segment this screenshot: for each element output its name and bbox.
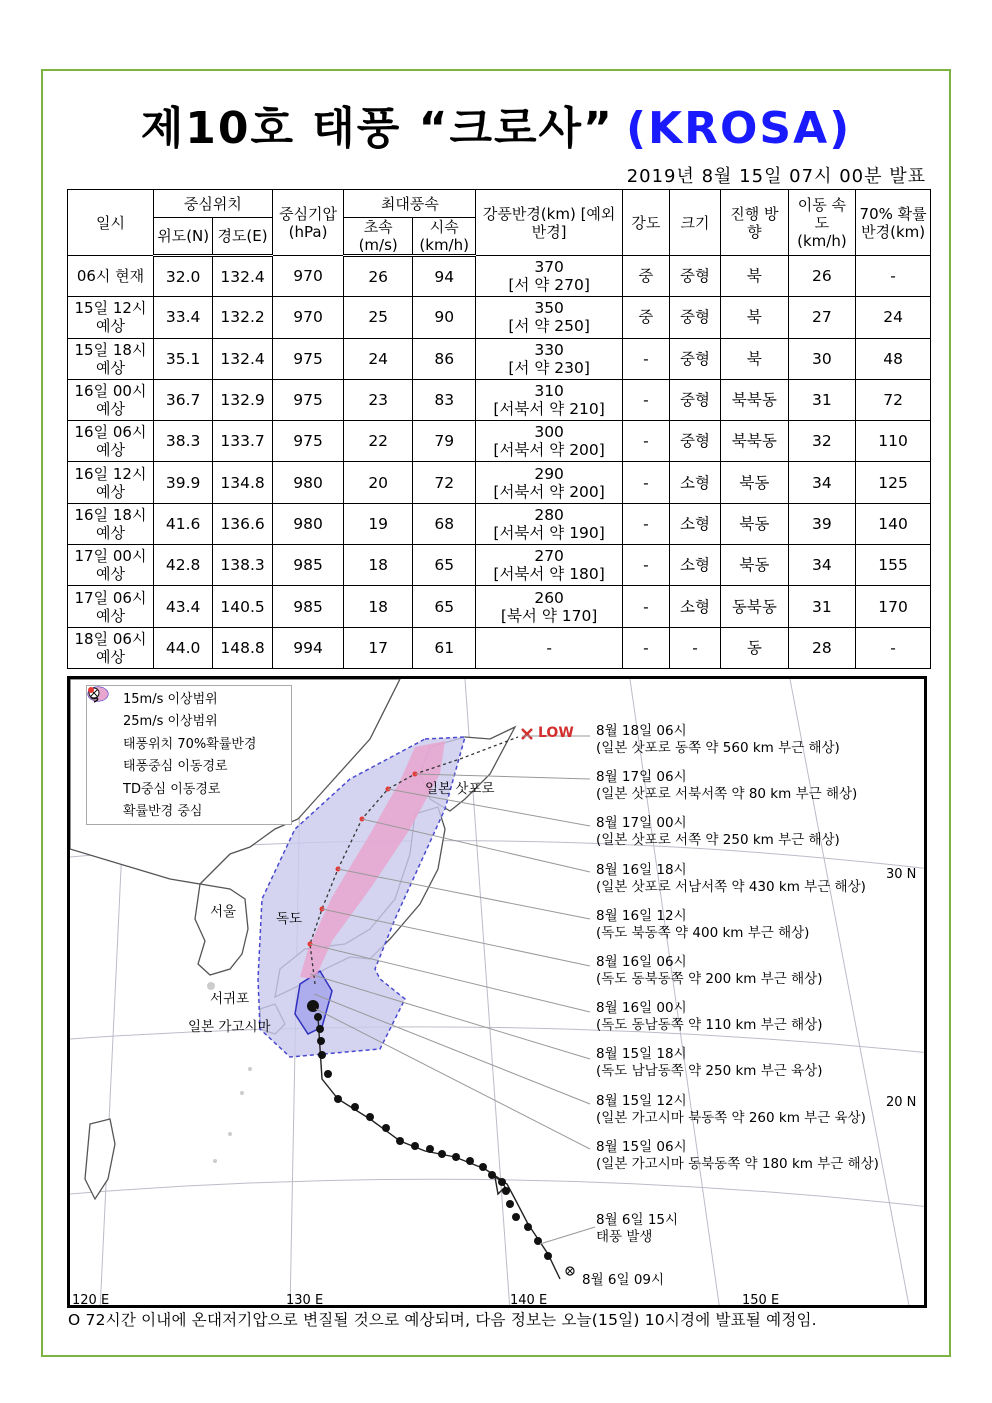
cell-ms: 22 (344, 421, 413, 462)
track-annotation: 8월 16일 12시 (독도 북동쪽 약 400 km 부근 해상) (596, 907, 810, 941)
map-legend (86, 685, 292, 825)
legend-wind15: 15m/s 이상범위 (123, 691, 218, 707)
city-seogwipo: 서귀포 (210, 991, 250, 1007)
cell-kmh: 79 (412, 421, 475, 462)
cell-dir: 동 (721, 627, 789, 668)
city-kagoshima: 일본 가고시마 (188, 1019, 271, 1035)
cell-int: - (622, 379, 669, 420)
cell-kmh: 61 (412, 627, 475, 668)
cell-hpa: 975 (272, 421, 344, 462)
cell-lat: 35.1 (153, 338, 212, 379)
header-intensity: 강도 (622, 190, 669, 256)
cell-time: 15일 12시 예상 (68, 297, 154, 338)
cell-lon: 136.6 (213, 503, 272, 544)
cell-int: - (622, 545, 669, 586)
cell-lat: 32.0 (153, 256, 212, 297)
cell-lat: 36.7 (153, 379, 212, 420)
cell-radius: 270 [서북서 약 180] (476, 545, 622, 586)
cell-lat: 33.4 (153, 297, 212, 338)
cell-ms: 25 (344, 297, 413, 338)
cell-size: 중형 (669, 421, 720, 462)
cell-radius: 350 [서 약 250] (476, 297, 622, 338)
cell-spd: 28 (788, 627, 856, 668)
cell-lat: 41.6 (153, 503, 212, 544)
cell-lon: 133.7 (213, 421, 272, 462)
cell-hpa: 975 (272, 379, 344, 420)
track-annotation: 8월 15일 18시 (독도 남남동쪽 약 250 km 부근 육상) (596, 1046, 823, 1080)
lon-140: 140 E (510, 1293, 548, 1308)
td-start-annotation: 8월 6일 09시 (582, 1272, 665, 1288)
legend-wind25: 25m/s 이상범위 (123, 714, 218, 730)
track-annotation: 8월 15일 12시 (일본 가고시마 북동쪽 약 260 km 부근 육상) (596, 1092, 866, 1126)
cell-int: - (622, 586, 669, 627)
cell-kmh: 68 (412, 503, 475, 544)
cell-dir: 북북동 (721, 421, 789, 462)
cell-prob: 155 (856, 545, 931, 586)
lon-150: 150 E (742, 1293, 780, 1308)
cell-kmh: 90 (412, 297, 475, 338)
city-dokdo: 독도 (276, 911, 303, 927)
cell-spd: 34 (788, 462, 856, 503)
cell-radius: 290 [서북서 약 200] (476, 462, 622, 503)
track-annotation: 8월 16일 00시 (독도 동남동쪽 약 110 km 부근 해상) (596, 1000, 823, 1034)
header-size: 크기 (669, 190, 720, 256)
cell-dir: 북 (721, 338, 789, 379)
cell-lat: 39.9 (153, 462, 212, 503)
cell-time: 15일 18시 예상 (68, 338, 154, 379)
cell-kmh: 72 (412, 462, 475, 503)
forecast-table (67, 189, 931, 669)
cell-time: 16일 06시 예상 (68, 421, 154, 462)
cell-size: 중형 (669, 297, 720, 338)
track-annotation: 8월 18일 06시 (일본 삿포로 동쪽 약 560 km 부근 해상) (596, 723, 840, 756)
cell-int: - (622, 421, 669, 462)
lon-130: 130 E (286, 1293, 324, 1308)
cell-size: 소형 (669, 545, 720, 586)
cell-lat: 38.3 (153, 421, 212, 462)
header-speed: 이동 속도 (km/h) (788, 190, 856, 256)
track-annotation: 8월 15일 06시 (일본 가고시마 동북동쪽 약 180 km 부근 해상) (596, 1138, 879, 1172)
track-annotation: 8월 16일 18시 (일본 삿포로 서남서쪽 약 430 km 부근 해상) (596, 861, 866, 895)
cell-kmh: 65 (412, 545, 475, 586)
table-row (68, 545, 931, 586)
issued-time: 2019년 8월 15일 07시 00분 발표 (626, 166, 926, 187)
cell-prob: - (856, 256, 931, 297)
table-row (68, 462, 931, 503)
cell-dir: 북 (721, 256, 789, 297)
cell-time: 17일 06시 예상 (68, 586, 154, 627)
city-sapporo: 일본 삿포로 (425, 781, 495, 797)
cell-time: 16일 18시 예상 (68, 503, 154, 544)
cell-ms: 18 (344, 586, 413, 627)
footnote: O 72시간 이내에 온대저기압으로 변질될 것으로 예상되며, 다음 정보는 오늘(15일) 10시경에 발표될 예정임. (68, 1311, 817, 1329)
header-radius: 강풍반경(km) [예외반경] (476, 190, 622, 256)
cell-size: 소형 (669, 586, 720, 627)
table-row (68, 627, 931, 668)
header-lon: 경도(E) (213, 218, 272, 256)
cell-radius: 310 [서북서 약 210] (476, 379, 622, 420)
cell-spd: 39 (788, 503, 856, 544)
cell-radius: 300 [서북서 약 200] (476, 421, 622, 462)
city-seoul: 서울 (210, 904, 237, 920)
cell-ms: 17 (344, 627, 413, 668)
cell-dir: 북동 (721, 503, 789, 544)
cell-ms: 20 (344, 462, 413, 503)
cell-spd: 26 (788, 256, 856, 297)
cell-dir: 북동 (721, 545, 789, 586)
table-row (68, 503, 931, 544)
cell-int: 중 (622, 297, 669, 338)
cell-hpa: 994 (272, 627, 344, 668)
cell-size: - (669, 627, 720, 668)
cell-lon: 132.4 (213, 256, 272, 297)
cell-prob: 170 (856, 586, 931, 627)
header-pressure: 중심기압 (hPa) (272, 190, 344, 256)
lat-30: 30 N (886, 867, 917, 882)
cell-int: - (622, 627, 669, 668)
cell-prob: 72 (856, 379, 931, 420)
cell-int: - (622, 462, 669, 503)
cell-lon: 140.5 (213, 586, 272, 627)
cell-radius: 330 [서 약 230] (476, 338, 622, 379)
table-row (68, 379, 931, 420)
forecast-rows (68, 256, 931, 669)
td-start-marker (566, 1267, 574, 1275)
genesis-annotation: 8월 6일 15시 태풍 발생 (596, 1212, 679, 1245)
typhoon-current-icon (307, 1000, 319, 1012)
cell-size: 중형 (669, 338, 720, 379)
lon-120: 120 E (72, 1293, 110, 1308)
header-center: 중심위치 (153, 190, 272, 218)
cell-radius: 280 [서북서 약 190] (476, 503, 622, 544)
legend-prob70: 태풍위치 70%확률반경 (123, 736, 257, 752)
cell-ms: 26 (344, 256, 413, 297)
cell-spd: 30 (788, 338, 856, 379)
cell-hpa: 985 (272, 586, 344, 627)
cell-dir: 북북동 (721, 379, 789, 420)
cell-lat: 44.0 (153, 627, 212, 668)
header-time: 일시 (68, 190, 154, 256)
cell-int: 중 (622, 256, 669, 297)
table-row (68, 297, 931, 338)
cell-lon: 132.2 (213, 297, 272, 338)
cell-spd: 31 (788, 379, 856, 420)
cell-dir: 동북동 (721, 586, 789, 627)
cell-hpa: 980 (272, 462, 344, 503)
cell-hpa: 985 (272, 545, 344, 586)
cell-hpa: 970 (272, 256, 344, 297)
legend-td: TD중심 이동경로 (123, 781, 221, 797)
track-annotation: 8월 17일 00시 (일본 삿포로 서쪽 약 250 km 부근 해상) (596, 815, 840, 849)
legend-track: 태풍중심 이동경로 (123, 759, 228, 775)
cell-kmh: 86 (412, 338, 475, 379)
cell-int: - (622, 503, 669, 544)
cell-size: 소형 (669, 462, 720, 503)
table-row (68, 338, 931, 379)
cell-prob: - (856, 627, 931, 668)
cell-lon: 148.8 (213, 627, 272, 668)
header-lat: 위도(N) (153, 218, 212, 256)
cell-ms: 23 (344, 379, 413, 420)
cell-ms: 18 (344, 545, 413, 586)
header-direction: 진행 방향 (721, 190, 789, 256)
cell-dir: 북 (721, 297, 789, 338)
cell-lat: 42.8 (153, 545, 212, 586)
track-map (67, 676, 927, 1308)
cell-radius: - (476, 627, 622, 668)
table-row (68, 586, 931, 627)
lat-20: 20 N (886, 1095, 917, 1110)
cell-radius: 260 [북서 약 170] (476, 586, 622, 627)
cell-spd: 34 (788, 545, 856, 586)
cell-size: 중형 (669, 379, 720, 420)
cell-time: 06시 현재 (68, 256, 154, 297)
cell-kmh: 94 (412, 256, 475, 297)
track-annotation: 8월 16일 06시 (독도 동북동쪽 약 200 km 부근 해상) (596, 954, 823, 987)
cell-hpa: 970 (272, 297, 344, 338)
cell-prob: 140 (856, 503, 931, 544)
cell-ms: 19 (344, 503, 413, 544)
header-prob-radius: 70% 확률 반경(km) (856, 190, 931, 256)
cell-lon: 132.9 (213, 379, 272, 420)
dot-icon (87, 686, 95, 694)
cell-radius: 370 [서 약 270] (476, 256, 622, 297)
track-annotation: 8월 17일 06시 (일본 삿포로 서북서쪽 약 80 km 부근 해상) (596, 769, 858, 803)
cell-dir: 북동 (721, 462, 789, 503)
low-label: LOW (538, 725, 574, 741)
cell-lat: 43.4 (153, 586, 212, 627)
cell-time: 16일 00시 예상 (68, 379, 154, 420)
cell-kmh: 65 (412, 586, 475, 627)
cell-prob: 125 (856, 462, 931, 503)
cell-prob: 24 (856, 297, 931, 338)
header-max-wind: 최대풍속 (344, 190, 476, 218)
cell-hpa: 975 (272, 338, 344, 379)
table-row (68, 421, 931, 462)
cell-size: 중형 (669, 256, 720, 297)
title-english: (KROSA) (625, 103, 852, 154)
cell-spd: 32 (788, 421, 856, 462)
cell-prob: 110 (856, 421, 931, 462)
cell-time: 18일 06시 예상 (68, 627, 154, 668)
cell-spd: 31 (788, 586, 856, 627)
cell-lon: 132.4 (213, 338, 272, 379)
header-ms: 초속 (m/s) (344, 218, 413, 256)
cell-time: 16일 12시 예상 (68, 462, 154, 503)
cell-lon: 134.8 (213, 462, 272, 503)
cell-prob: 48 (856, 338, 931, 379)
cell-kmh: 83 (412, 379, 475, 420)
cell-lon: 138.3 (213, 545, 272, 586)
cell-time: 17일 00시 예상 (68, 545, 154, 586)
cell-ms: 24 (344, 338, 413, 379)
cell-size: 소형 (669, 503, 720, 544)
page-title: 제10호 태풍 “크로사” (KROSA) (140, 103, 852, 154)
cell-spd: 27 (788, 297, 856, 338)
header-kmh: 시속 (km/h) (412, 218, 475, 256)
legend-prob-center: 확률반경 중심 (123, 804, 203, 820)
table-row (68, 256, 931, 297)
cell-int: - (622, 338, 669, 379)
cell-hpa: 980 (272, 503, 344, 544)
